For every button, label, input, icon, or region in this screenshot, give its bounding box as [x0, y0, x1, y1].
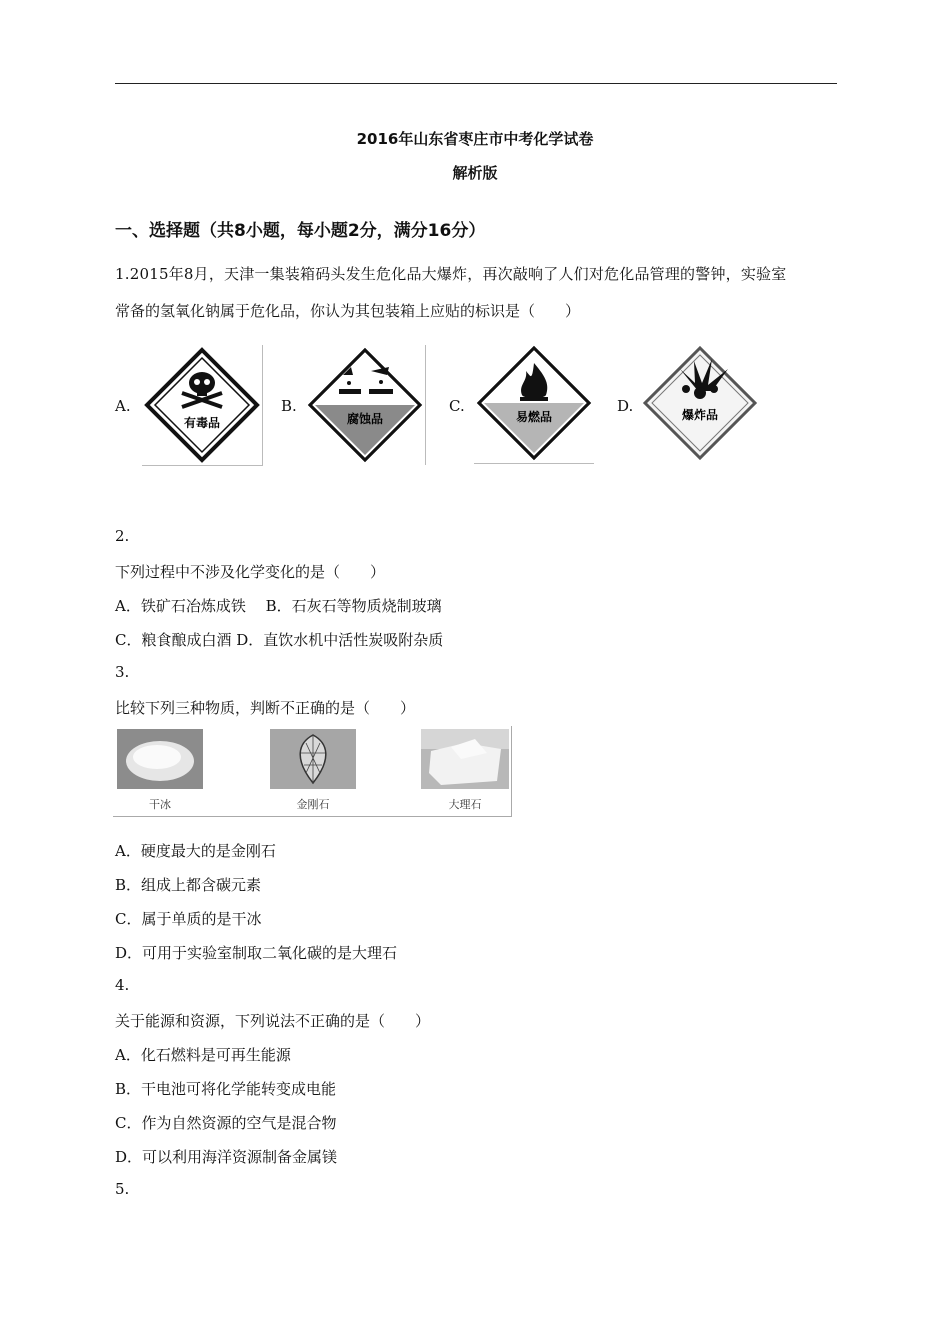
document-title: 2016年山东省枣庄市中考化学试卷 [356, 130, 594, 148]
q3-caption-dry-ice: 干冰 [149, 798, 171, 811]
q4-option-d: D．可以利用海洋资源制备金属镁 [115, 1148, 338, 1166]
q1-option-a-sign [142, 345, 263, 466]
q4-option-c: C．作为自然资源的空气是混合物 [115, 1114, 337, 1132]
skull-crossbones-icon [142, 345, 262, 465]
q2-options-line1: A．铁矿石冶炼成铁 B．石灰石等物质烧制玻璃 [115, 597, 442, 615]
q3-stem: 比较下列三种物质，判断不正确的是（ ） [115, 699, 416, 717]
q1-option-c-sign-text: 易燃品 [515, 410, 553, 424]
section-heading: 一、选择题（共8小题，每小题2分，满分16分） [115, 221, 486, 241]
q1-option-a-sign-text: 有毒品 [183, 416, 221, 430]
q3-option-a: A．硬度最大的是金刚石 [115, 842, 276, 860]
q3-caption-diamond: 金刚石 [296, 798, 330, 811]
q3-caption-marble: 大理石 [448, 798, 482, 811]
q1-option-d-sign-text: 爆炸品 [681, 408, 719, 422]
q1-option-d-sign [640, 343, 760, 463]
q3-materials-figure [113, 726, 512, 817]
q4-option-a: A．化石燃料是可再生能源 [115, 1046, 291, 1064]
q1-stem-line1 [115, 263, 840, 284]
q2-options-line2: C．粮食酿成白酒 D．直饮水机中活性炭吸附杂质 [115, 631, 444, 649]
q3-option-b: B．组成上都含碳元素 [115, 876, 262, 894]
q1-option-a-label: A. [115, 397, 131, 415]
q1-option-b-sign [305, 345, 426, 465]
q2-stem: 下列过程中不涉及化学变化的是（ ） [115, 563, 386, 581]
q4-number: 4. [115, 976, 130, 994]
q1-option-b-sign-text: 腐蚀品 [346, 412, 384, 426]
diamond-image [270, 729, 356, 789]
header-rule [115, 83, 837, 84]
flame-icon [474, 343, 594, 463]
q1-option-d-label: D. [617, 397, 634, 415]
q5-number: 5. [115, 1180, 130, 1198]
q3-number: 3. [115, 663, 130, 681]
q1-stem-line2: 常备的氢氧化钠属于危化品，你认为其包装箱上应贴的标识是（ ） [115, 302, 581, 320]
dry-ice-icon [117, 729, 203, 789]
marble-image [421, 729, 509, 789]
q4-stem: 关于能源和资源，下列说法不正确的是（ ） [115, 1012, 431, 1030]
q4-option-b: B．干电池可将化学能转变成电能 [115, 1080, 337, 1098]
dry-ice-image [117, 729, 203, 789]
q3-option-c: C．属于单质的是干冰 [115, 910, 262, 928]
q1-stem-text: 2015年8月，天津一集装箱码头发生危化品大爆炸，再次敲响了人们对危化品管理的警钟，实验室 [129, 265, 787, 283]
marble-icon [421, 729, 509, 789]
explosion-icon [640, 343, 760, 463]
document-subtitle: 解析版 [452, 164, 498, 182]
q3-option-d: D．可用于实验室制取二氧化碳的是大理石 [115, 944, 398, 962]
corrosive-icon [305, 345, 425, 465]
diamond-icon [270, 729, 356, 789]
q1-option-c-label: C. [449, 397, 465, 415]
q1-option-b-label: B. [281, 397, 297, 415]
q1-option-c-sign [474, 343, 594, 464]
q2-number: 2. [115, 527, 130, 545]
q1-number: 1. [115, 265, 130, 283]
